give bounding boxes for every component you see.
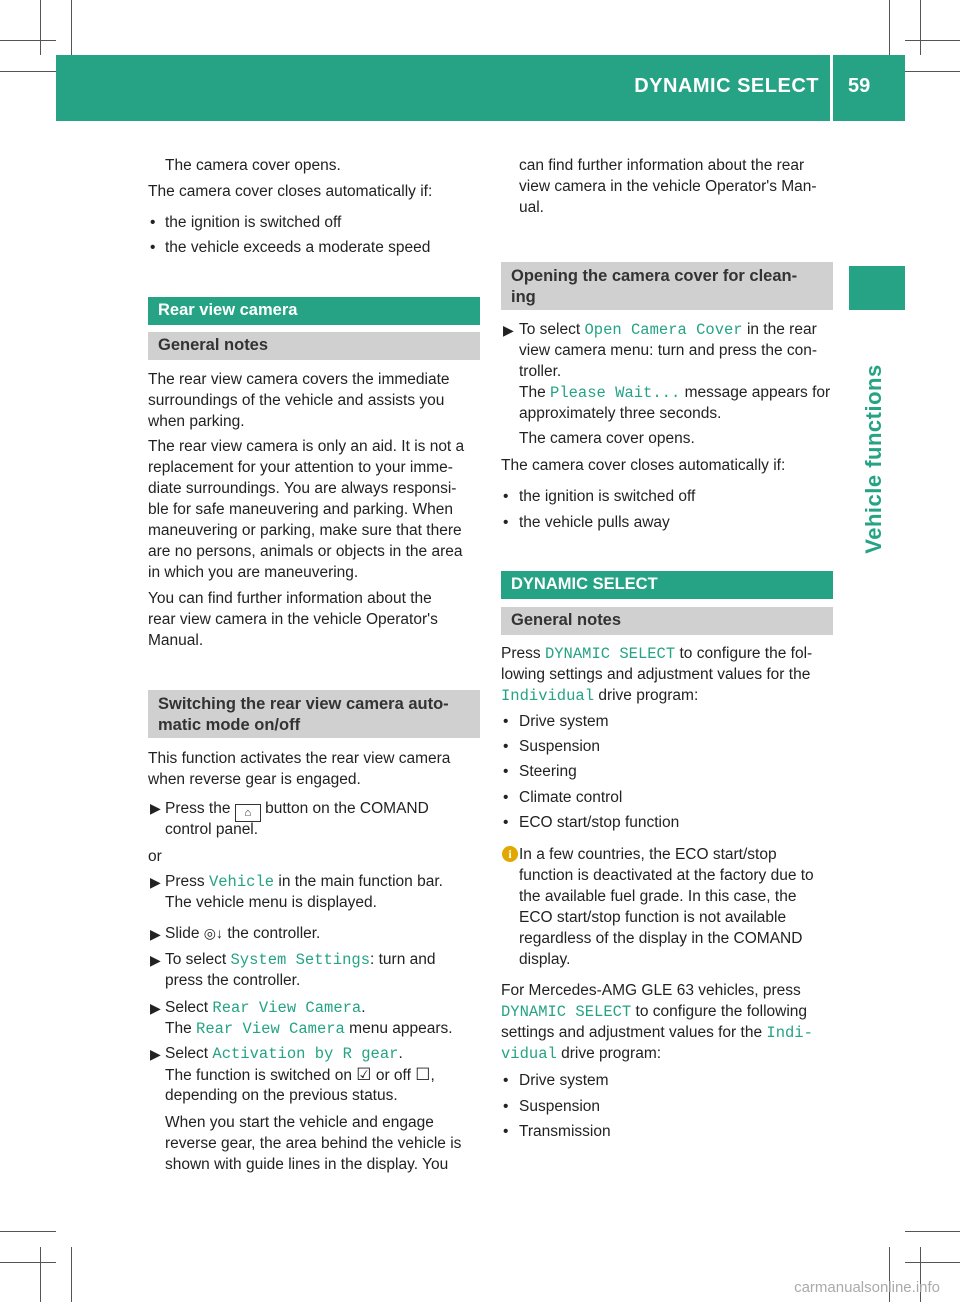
footer-watermark: carmanualsonline.info <box>794 1279 940 1296</box>
step-text <box>165 997 366 1019</box>
car-button-icon: ⌂ <box>235 804 261 822</box>
crop-mark <box>40 1247 41 1302</box>
paragraph: This function activates the rear view camera <box>148 750 451 767</box>
subsection-heading <box>501 262 833 310</box>
step-text: When you start the vehicle and engage <box>165 1114 434 1131</box>
paragraph-part: to configure the fol- <box>679 645 813 662</box>
crop-mark <box>905 1231 960 1232</box>
subsection-heading-text <box>158 694 449 736</box>
bullet-icon: • <box>503 514 509 531</box>
paragraph <box>501 1043 661 1065</box>
info-text: ECO start/stop function is not available <box>519 909 787 926</box>
step-text <box>165 1043 403 1065</box>
step-text <box>519 319 817 341</box>
paragraph: The camera cover closes automatically if: <box>148 183 433 200</box>
step-text: control panel. <box>165 821 259 838</box>
crop-mark <box>71 1247 72 1302</box>
paragraph <box>501 643 812 665</box>
section-heading-text: Rear view camera <box>158 301 298 319</box>
step-text <box>165 923 320 944</box>
info-icon: i <box>502 846 518 862</box>
section-heading <box>148 297 480 325</box>
step-text: troller. <box>519 363 562 380</box>
crop-mark <box>905 40 960 41</box>
step-text: press the controller. <box>165 972 301 989</box>
step-text-part: message appears for <box>684 384 831 401</box>
list-item: Steering <box>519 763 577 780</box>
crop-mark <box>0 1262 56 1263</box>
crop-mark <box>0 71 56 72</box>
step-text-part: the controller. <box>227 925 321 942</box>
step-text-part: The function is switched on <box>165 1067 352 1084</box>
bullet-icon: • <box>503 814 509 831</box>
paragraph: The camera cover opens. <box>165 157 341 174</box>
paragraph: ual. <box>519 199 544 216</box>
paragraph-part: settings and adjustment values for the <box>501 1024 763 1041</box>
info-text: In a few countries, the ECO start/stop <box>519 846 777 863</box>
menu-item-activation-by-r-gear: Activation by R gear <box>212 1045 399 1063</box>
step-text <box>165 949 436 971</box>
paragraph <box>501 1022 813 1044</box>
step-arrow-icon: ▶ <box>150 1000 161 1016</box>
info-text: regardless of the display in the COMAND <box>519 930 803 947</box>
list-item: Drive system <box>519 1072 609 1089</box>
step-text-part: in the main function bar. <box>278 873 443 890</box>
checkbox-checked-icon: ☑ <box>356 1065 372 1084</box>
paragraph-part: Press <box>501 645 541 662</box>
bullet-text: the ignition is switched off <box>519 488 696 505</box>
paragraph: The rear view camera covers the immediate <box>148 371 450 388</box>
step-arrow-icon: ▶ <box>150 926 161 942</box>
drive-program-individual: Individual <box>501 687 595 705</box>
bullet-icon: • <box>503 789 509 806</box>
crop-mark <box>0 1231 56 1232</box>
heading-line: ing <box>511 288 536 306</box>
bullet-icon: • <box>150 239 156 256</box>
step-text-part: To select <box>519 321 581 338</box>
paragraph: For Mercedes-AMG GLE 63 vehicles, press <box>501 982 801 999</box>
list-item: Climate control <box>519 789 623 806</box>
menu-item-system-settings: System Settings <box>230 951 371 969</box>
paragraph: You can find further information about the <box>148 590 432 607</box>
bullet-icon: • <box>503 738 509 755</box>
heading-line: Opening the camera cover for clean- <box>511 267 798 285</box>
step-text: reverse gear, the area behind the vehicle is <box>165 1135 462 1152</box>
info-text: function is deactivated at the factory due to <box>519 867 814 884</box>
section-heading <box>501 571 833 599</box>
bullet-icon: • <box>503 488 509 505</box>
step-text: shown with guide lines in the display. You <box>165 1156 449 1173</box>
drive-program-individual: Indi- <box>766 1024 813 1042</box>
step-text-part: menu appears. <box>349 1020 453 1037</box>
bullet-text: the ignition is switched off <box>165 214 342 231</box>
list-item: ECO start/stop function <box>519 814 680 831</box>
paragraph: lowing settings and adjustment values for the <box>501 666 811 683</box>
page-number: 59 <box>848 75 871 97</box>
button-dynamic-select: DYNAMIC SELECT <box>544 645 676 663</box>
page-header <box>56 55 905 121</box>
paragraph: rear view camera in the vehicle Operator's <box>148 611 438 628</box>
step-text <box>519 382 830 404</box>
step-text-part: Select <box>165 999 209 1016</box>
step-text: approximately three seconds. <box>519 405 722 422</box>
paragraph: in which you are maneuvering. <box>148 564 359 581</box>
checkbox-unchecked-icon: ☐ <box>415 1065 431 1084</box>
heading-line: matic mode on/off <box>158 716 301 734</box>
paragraph-part: to configure the following <box>635 1003 808 1020</box>
header-divider <box>830 55 833 121</box>
paragraph: view camera in the vehicle Operator's Man- <box>519 178 817 195</box>
crop-mark <box>40 0 41 55</box>
crop-mark <box>0 40 56 41</box>
bullet-icon: • <box>150 214 156 231</box>
paragraph: are no persons, animals or objects in the area <box>148 543 463 560</box>
crop-mark <box>920 0 921 55</box>
paragraph: ble for safe maneuvering and parking. When <box>148 501 454 518</box>
or-text: or <box>148 848 162 865</box>
crop-mark <box>905 1262 960 1263</box>
step-arrow-icon: ▶ <box>150 952 161 968</box>
step-arrow-icon: ▶ <box>150 800 161 816</box>
step-arrow-icon: ▶ <box>503 322 514 338</box>
subsection-heading-text: General notes <box>511 611 622 629</box>
drive-program-individual: vidual <box>501 1045 557 1063</box>
button-dynamic-select: DYNAMIC SELECT <box>501 1003 632 1021</box>
crop-mark <box>71 0 72 55</box>
step-text-part: Press <box>165 873 205 890</box>
menu-item-vehicle: Vehicle <box>208 873 275 891</box>
paragraph: surroundings of the vehicle and assists you <box>148 392 445 409</box>
step-text <box>165 1064 435 1086</box>
info-text: the available fuel grade. In this case, the <box>519 888 797 905</box>
crop-mark <box>905 71 960 72</box>
paragraph: when reverse gear is engaged. <box>148 771 361 788</box>
bullet-icon: • <box>503 713 509 730</box>
message-please-wait: Please Wait... <box>550 384 681 402</box>
step-text-part: Select <box>165 1045 209 1062</box>
bullet-icon: • <box>503 763 509 780</box>
paragraph <box>501 685 698 707</box>
list-item: Drive system <box>519 713 609 730</box>
paragraph-part: drive program: <box>598 687 699 704</box>
paragraph: The rear view camera is only an aid. It is not a <box>148 438 465 455</box>
step-text-part: , <box>430 1067 435 1084</box>
bullet-text: the vehicle pulls away <box>519 514 670 531</box>
list-item: Suspension <box>519 1098 601 1115</box>
bullet-icon: • <box>503 1072 509 1089</box>
paragraph: The camera cover closes automatically if: <box>501 457 786 474</box>
paragraph: can find further information about the rear <box>519 157 805 174</box>
step-text-part: . <box>361 999 366 1016</box>
bullet-text: the vehicle exceeds a moderate speed <box>165 239 431 256</box>
controller-slide-icon: ◎↓ <box>203 925 223 941</box>
step-text-part: The <box>165 1020 192 1037</box>
step-text-part: Press the <box>165 800 231 817</box>
step-arrow-icon: ▶ <box>150 874 161 890</box>
subsection-heading-text: General notes <box>158 336 269 354</box>
list-item: Suspension <box>519 738 601 755</box>
subsection-heading <box>148 332 480 360</box>
step-text-part: . <box>398 1045 403 1062</box>
step-text: The camera cover opens. <box>519 430 695 447</box>
step-text: view camera menu: turn and press the con- <box>519 342 818 359</box>
section-heading-text: DYNAMIC SELECT <box>511 575 658 593</box>
step-text <box>165 871 443 893</box>
crop-mark <box>889 0 890 55</box>
bullet-icon: • <box>503 1098 509 1115</box>
paragraph: when parking. <box>148 413 245 430</box>
bullet-icon: • <box>503 1123 509 1140</box>
step-text-part: Slide <box>165 925 200 942</box>
step-text: depending on the previous status. <box>165 1087 398 1104</box>
side-label <box>854 318 894 608</box>
step-text-part: : turn and <box>370 951 436 968</box>
paragraph: maneuvering or parking, make sure that there <box>148 522 462 539</box>
menu-item-open-camera-cover: Open Camera Cover <box>584 321 743 339</box>
side-label-text: Vehicle functions <box>861 364 886 554</box>
paragraph: diate surroundings. You are always responsi- <box>148 480 457 497</box>
info-text: display. <box>519 951 571 968</box>
list-item: Transmission <box>519 1123 611 1140</box>
step-arrow-icon: ▶ <box>150 1046 161 1062</box>
step-text-part: The <box>519 384 546 401</box>
paragraph: Manual. <box>148 632 204 649</box>
section-tab <box>849 266 905 310</box>
subsection-heading <box>148 690 480 738</box>
step-text: The vehicle menu is displayed. <box>165 894 377 911</box>
step-text-part: button on the COMAND <box>265 800 429 817</box>
step-text <box>165 1018 453 1040</box>
menu-item-rear-view-camera: Rear View Camera <box>196 1020 345 1038</box>
paragraph <box>501 1001 807 1023</box>
step-text-part: in the rear <box>746 321 817 338</box>
step-text-part: or off <box>375 1067 411 1084</box>
paragraph-part: drive program: <box>561 1045 662 1062</box>
heading-line: Switching the rear view camera auto- <box>158 695 449 713</box>
step-text-part: To select <box>165 951 227 968</box>
subsection-heading-text <box>511 266 797 308</box>
header-title: DYNAMIC SELECT <box>634 75 819 97</box>
subsection-heading <box>501 607 833 635</box>
menu-item-rear-view-camera: Rear View Camera <box>212 999 362 1017</box>
paragraph: replacement for your attention to your imme- <box>148 459 453 476</box>
